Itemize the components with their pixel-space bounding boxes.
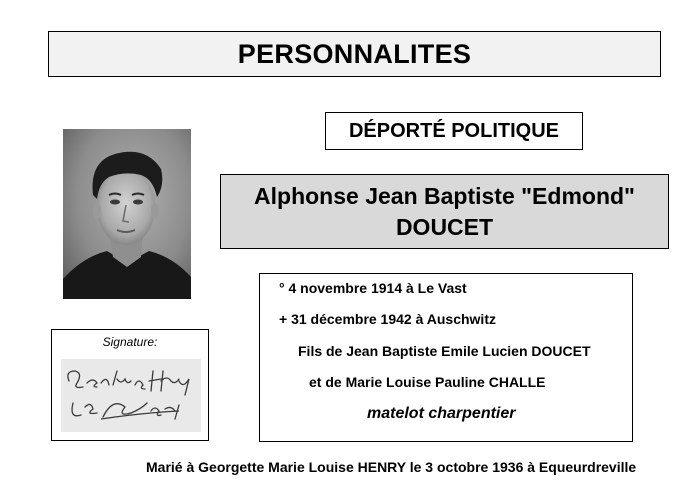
birth-line: ° 4 novembre 1914 à Le Vast [279,280,467,296]
occupation-line: matelot charpentier [367,405,516,422]
portrait-image [63,129,191,299]
name-box [220,174,669,249]
category-label: DÉPORTÉ POLITIQUE [348,119,560,142]
signature-label: Signature: [102,335,158,349]
category-box [325,112,583,150]
mother-line: et de Marie Louise Pauline CHALLE [309,374,546,390]
marriage-line: Marié à Georgette Marie Louise HENRY le 3 octobre 1936 à Equeurdreville [146,459,637,475]
signature-image [61,359,201,432]
page-title: PERSONNALITES [237,38,472,69]
given-names: Alphonse Jean Baptiste "Edmond" [254,182,635,209]
father-line: Fils de Jean Baptiste Emile Lucien DOUCET [298,343,591,359]
portrait-photo [63,129,191,299]
details-box [259,273,633,442]
surname: DOUCET [395,213,494,240]
page-header [48,31,661,77]
signature-box [51,329,209,441]
death-line: + 31 décembre 1942 à Auschwitz [279,311,496,327]
